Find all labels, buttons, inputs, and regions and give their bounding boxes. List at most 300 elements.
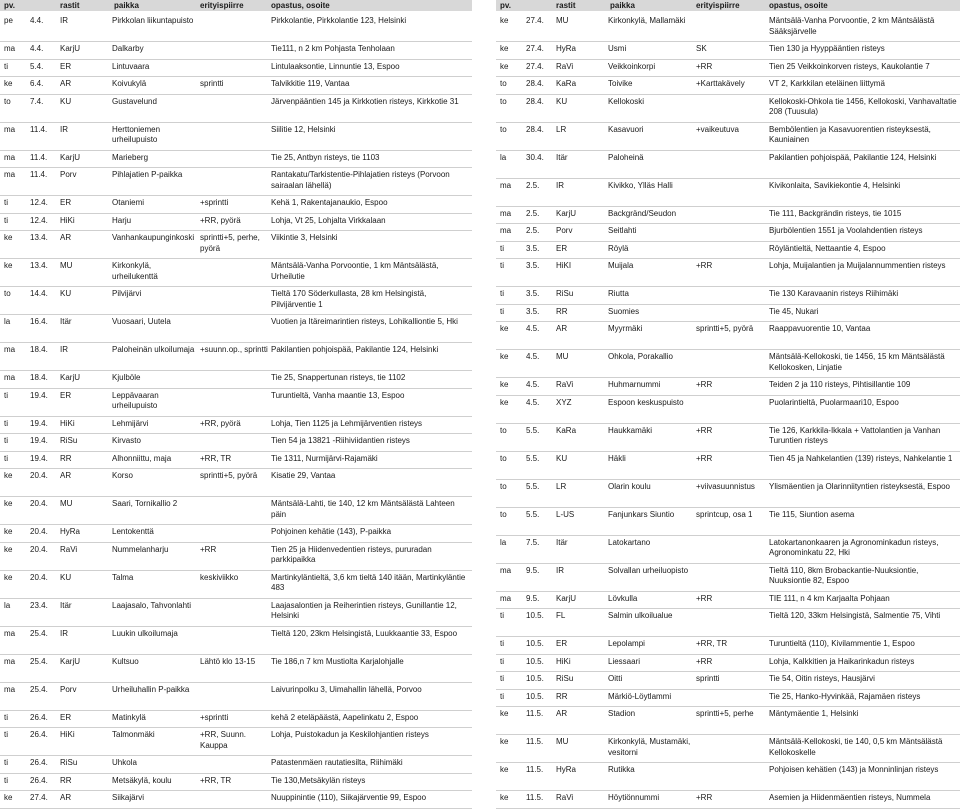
place-name: Siikajärvi bbox=[112, 793, 145, 802]
guide-cell: Lohja, Muijalantien ja Muijalannummentien risteys bbox=[769, 261, 946, 270]
day-cell: pe bbox=[4, 16, 13, 25]
day-cell: ti bbox=[4, 436, 8, 445]
club-cell: HiKI bbox=[556, 261, 572, 270]
guide-cell: Tie 1311, Nurmijärvi-Rajamäki bbox=[271, 453, 378, 463]
place-cell bbox=[556, 793, 694, 804]
place-name: Harju bbox=[112, 215, 132, 225]
guide-cell: Teiden 2 ja 110 risteys, Pihtisillantie 109 bbox=[769, 380, 911, 389]
place-cell bbox=[60, 573, 198, 594]
place-cell bbox=[556, 611, 694, 632]
club-cell: RaVi bbox=[556, 793, 574, 802]
club-cell: RiSu bbox=[556, 289, 574, 298]
place-name: Lintuvaara bbox=[112, 61, 150, 71]
place-name: Metsäkylä, koulu bbox=[112, 775, 172, 785]
table-row bbox=[0, 571, 472, 599]
club-cell: AR bbox=[556, 709, 568, 718]
club-cell: AR bbox=[60, 793, 72, 802]
day-cell: ke bbox=[500, 793, 509, 802]
table-row bbox=[496, 672, 960, 690]
place-cell bbox=[60, 657, 198, 678]
date-cell: 11.5. bbox=[526, 793, 544, 802]
place-cell bbox=[556, 692, 694, 703]
table-row bbox=[496, 242, 960, 260]
club-cell: ER bbox=[60, 198, 72, 207]
table-row bbox=[0, 123, 472, 151]
table-row bbox=[0, 791, 472, 809]
day-cell: ma bbox=[4, 684, 16, 694]
date-cell: 9.5. bbox=[526, 565, 540, 575]
club-cell: LR bbox=[556, 124, 567, 134]
date-cell: 27.4. bbox=[526, 16, 544, 25]
place-name: Vanhankaupunginkoski bbox=[112, 233, 195, 242]
place-name: Pilvijärvi bbox=[112, 289, 142, 298]
day-cell: ke bbox=[500, 352, 509, 361]
feature-cell: +RR, TR bbox=[200, 453, 232, 463]
place-cell bbox=[60, 16, 198, 37]
day-cell: ke bbox=[4, 233, 13, 242]
day-cell: ke bbox=[500, 324, 509, 333]
table-row bbox=[496, 396, 960, 424]
table-row bbox=[0, 60, 472, 78]
date-cell: 7.5. bbox=[526, 537, 540, 547]
club-cell: RaVi bbox=[556, 380, 574, 389]
date-cell: 6.4. bbox=[30, 79, 44, 88]
club-cell: Itär bbox=[556, 152, 568, 162]
col-rastit: rastit bbox=[556, 1, 576, 10]
date-cell: 30.4. bbox=[526, 152, 544, 162]
place-name: Leppävaaran urheilupuisto bbox=[112, 390, 159, 410]
place-cell bbox=[60, 545, 198, 566]
date-cell: 26.4. bbox=[30, 758, 48, 767]
place-name: Seitlahti bbox=[608, 226, 637, 235]
club-cell: MU bbox=[556, 352, 569, 361]
club-cell: HyRa bbox=[556, 765, 577, 774]
guide-cell: Bembölentien ja Kasavuorentien risteyksestä, Kauniainen bbox=[769, 124, 931, 144]
date-cell: 5.5. bbox=[526, 509, 540, 519]
table-row bbox=[0, 543, 472, 571]
place-cell bbox=[556, 226, 694, 237]
feature-cell: +RR bbox=[696, 593, 713, 603]
day-cell: la bbox=[4, 600, 11, 610]
day-cell: ti bbox=[500, 261, 504, 270]
place-name: Gustavelund bbox=[112, 96, 157, 106]
place-cell bbox=[60, 776, 198, 787]
place-cell bbox=[60, 601, 198, 622]
club-cell: RiSu bbox=[60, 436, 78, 445]
guide-cell: Tie 54, Oitin risteys, Hausjärvi bbox=[769, 674, 875, 683]
place-cell bbox=[556, 538, 694, 559]
place-name: Huhmarnummi bbox=[608, 380, 661, 389]
date-cell: 12.4. bbox=[30, 198, 48, 207]
table-row bbox=[0, 371, 472, 389]
club-cell: IR bbox=[60, 345, 68, 354]
club-cell: KarjU bbox=[60, 373, 81, 382]
place-cell bbox=[60, 261, 198, 282]
table-row bbox=[0, 497, 472, 525]
day-cell: ke bbox=[500, 61, 509, 71]
club-cell: RR bbox=[556, 306, 568, 316]
guide-cell: Kehä 1, Rakentajanaukio, Espoo bbox=[271, 198, 388, 207]
day-cell: to bbox=[4, 96, 11, 106]
date-cell: 27.4. bbox=[526, 61, 544, 71]
club-cell: XYZ bbox=[556, 397, 572, 407]
date-cell: 3.5. bbox=[526, 243, 540, 253]
date-cell: 25.4. bbox=[30, 684, 48, 694]
date-cell: 12.4. bbox=[30, 215, 48, 225]
table-row bbox=[0, 343, 472, 371]
table-row bbox=[496, 508, 960, 536]
guide-cell: Pakilantien pohjoispää, Pakilantie 124, Helsinki bbox=[769, 152, 937, 162]
table-row bbox=[0, 756, 472, 774]
place-name: Otaniemi bbox=[112, 198, 145, 207]
guide-cell: Laajasalontien ja Reiherintien risteys, Gunillantie 12, Helsinki bbox=[271, 600, 457, 620]
table-row bbox=[0, 95, 472, 123]
place-name: Muijala bbox=[608, 261, 634, 270]
club-cell: AR bbox=[556, 324, 568, 333]
guide-cell: TIE 111, n 4 km Karjaalta Pohjaan bbox=[769, 593, 890, 603]
day-cell: ke bbox=[4, 261, 13, 270]
table-row bbox=[496, 179, 960, 207]
club-cell: KU bbox=[556, 96, 568, 106]
guide-cell: Siilitie 12, Helsinki bbox=[271, 124, 336, 134]
guide-cell: Mäntsälä-Vanha Porvoontie, 1 km Mäntsälästä, Urheilutie bbox=[271, 261, 439, 281]
place-name: Usmi bbox=[608, 44, 627, 53]
club-cell: IR bbox=[60, 628, 68, 638]
place-name: Marieberg bbox=[112, 152, 149, 162]
col-erityispiirre: erityispiirre bbox=[200, 1, 244, 10]
day-cell: ma bbox=[4, 628, 16, 638]
table-row bbox=[0, 214, 472, 232]
place-cell bbox=[556, 209, 694, 220]
table-row bbox=[496, 322, 960, 350]
feature-cell: +suunn.op., sprintti bbox=[200, 345, 268, 354]
guide-cell: Tien 25 Veikkoinkorven risteys, Kaukolantie 7 bbox=[769, 61, 930, 71]
date-cell: 5.5. bbox=[526, 453, 540, 463]
feature-cell: +viivasuunnistus bbox=[696, 481, 755, 491]
place-name: Pirkkolan liikuntapuisto bbox=[112, 16, 194, 25]
day-cell: ke bbox=[4, 793, 13, 802]
place-name: Korso bbox=[112, 471, 133, 480]
guide-cell: Puolarintieltä, Puolarmaari10, Espoo bbox=[769, 397, 899, 407]
day-cell: to bbox=[500, 509, 507, 519]
date-cell: 13.4. bbox=[30, 261, 48, 270]
club-cell: IR bbox=[60, 124, 68, 134]
col-paikka: paikka bbox=[610, 1, 635, 10]
date-cell: 18.4. bbox=[30, 373, 48, 382]
place-name: Pihlajatien P-paikka bbox=[112, 170, 183, 179]
col-pv: pv. bbox=[500, 1, 511, 10]
table-row bbox=[0, 315, 472, 343]
place-cell bbox=[556, 16, 694, 37]
guide-cell: Tie 186,n 7 km Mustiolta Karjalohjalle bbox=[271, 656, 404, 666]
table-row bbox=[0, 525, 472, 543]
place-cell bbox=[60, 170, 198, 191]
day-cell: ke bbox=[500, 16, 509, 25]
feature-cell: +RR, pyörä bbox=[200, 418, 241, 428]
table-row bbox=[496, 424, 960, 452]
table-row bbox=[0, 627, 472, 655]
guide-cell: Turuntieltä, Vanha maantie 13, Espoo bbox=[271, 390, 405, 400]
guide-cell: Tien 54 ja 13821 -Riihiviidantien risteys bbox=[271, 436, 410, 445]
place-cell bbox=[556, 352, 694, 373]
guide-cell: Tie 130,Metsäkylän risteys bbox=[271, 775, 366, 785]
place-name: Kultsuo bbox=[112, 656, 139, 666]
place-cell bbox=[60, 345, 198, 366]
club-cell: KarjU bbox=[60, 152, 81, 162]
date-cell: 16.4. bbox=[30, 317, 48, 326]
club-cell: RR bbox=[60, 775, 72, 785]
table-row bbox=[0, 151, 472, 169]
place-cell bbox=[556, 289, 694, 300]
place-name: Kivikko, Ylläs Halli bbox=[608, 180, 673, 190]
date-cell: 26.4. bbox=[30, 730, 48, 739]
table-row bbox=[496, 207, 960, 225]
guide-cell: Bjurbölentien 1551 ja Voolahdentien risteys bbox=[769, 226, 923, 235]
place-name: Oitti bbox=[608, 674, 623, 683]
feature-cell: +RR bbox=[696, 453, 713, 463]
guide-cell: Lintulaaksontie, Linnuntie 13, Espoo bbox=[271, 61, 400, 71]
date-cell: 20.4. bbox=[30, 527, 48, 536]
date-cell: 28.4. bbox=[526, 124, 544, 134]
place-cell bbox=[556, 426, 694, 447]
place-cell bbox=[60, 793, 198, 804]
table-row bbox=[496, 791, 960, 809]
table-row bbox=[0, 196, 472, 214]
day-cell: ma bbox=[500, 208, 512, 218]
date-cell: 26.4. bbox=[30, 712, 48, 722]
place-cell bbox=[556, 510, 694, 531]
guide-cell: Tie 45, Nukari bbox=[769, 306, 819, 316]
day-cell: ti bbox=[4, 775, 8, 785]
club-cell: KaRa bbox=[556, 425, 577, 435]
club-cell: LR bbox=[556, 481, 567, 491]
club-cell: Itär bbox=[60, 317, 72, 326]
place-cell bbox=[60, 216, 198, 227]
table-row bbox=[496, 735, 960, 763]
col-rastit: rastit bbox=[60, 1, 80, 10]
day-cell: ke bbox=[4, 471, 13, 480]
day-cell: ke bbox=[500, 380, 509, 389]
day-cell: ti bbox=[500, 243, 504, 253]
date-cell: 19.4. bbox=[30, 453, 48, 463]
club-cell: KaRa bbox=[556, 79, 577, 88]
date-cell: 11.4. bbox=[30, 124, 48, 134]
guide-cell: Kellokoski-Ohkola tie 1456, Kellokoski, Vanhavaltatie 208 (Tuusula) bbox=[769, 96, 957, 116]
table-row bbox=[496, 287, 960, 305]
guide-cell: Lohja, Vt 25, Lohjalta Virkkalaan bbox=[271, 215, 386, 225]
day-cell: ma bbox=[4, 656, 16, 666]
date-cell: 20.4. bbox=[30, 499, 48, 508]
table-row bbox=[0, 42, 472, 60]
club-cell: RiSu bbox=[60, 758, 78, 767]
day-cell: ke bbox=[500, 709, 509, 718]
day-cell: ti bbox=[500, 674, 504, 683]
day-cell: ti bbox=[4, 390, 8, 400]
date-cell: 18.4. bbox=[30, 345, 48, 354]
feature-cell: +RR, TR bbox=[200, 775, 232, 785]
club-cell: HyRa bbox=[556, 44, 577, 53]
day-cell: to bbox=[500, 481, 507, 491]
day-cell: ma bbox=[4, 373, 16, 382]
feature-cell: sprintti+5, pyörä bbox=[696, 324, 754, 333]
guide-cell: Röyläntieltä, Nettaantie 4, Espoo bbox=[769, 243, 886, 253]
place-name: Dalkarby bbox=[112, 44, 144, 53]
day-cell: to bbox=[500, 96, 507, 106]
date-cell: 10.5. bbox=[526, 611, 544, 620]
place-name: Paloheinän ulkoilumaja bbox=[112, 345, 195, 354]
guide-cell: Talvikkitie 119, Vantaa bbox=[271, 79, 350, 88]
place-cell bbox=[60, 436, 198, 447]
guide-cell: Tie 130 Karavaanin risteys Riihimäki bbox=[769, 289, 899, 298]
place-cell bbox=[556, 62, 694, 73]
club-cell: KarjU bbox=[556, 593, 577, 603]
place-cell bbox=[556, 153, 694, 174]
guide-cell: Mäntsälä-Lahti, tie 140, 12 km Mäntsälästä Lahteen päin bbox=[271, 499, 455, 519]
day-cell: ke bbox=[4, 527, 13, 536]
club-cell: HiKi bbox=[60, 730, 75, 739]
feature-cell: +RR, Suunn. Kauppa bbox=[200, 730, 247, 750]
day-cell: ke bbox=[500, 737, 509, 746]
guide-cell: Raappavuorentie 10, Vantaa bbox=[769, 324, 871, 333]
club-cell: AR bbox=[60, 79, 72, 88]
club-cell: KU bbox=[60, 289, 72, 298]
left-table-body bbox=[0, 14, 472, 809]
guide-cell: Tie 25, Antbyn risteys, tie 1103 bbox=[271, 152, 380, 162]
place-name: Kirkonkylä, urheilukenttä bbox=[112, 261, 158, 281]
day-cell: ti bbox=[4, 758, 8, 767]
table-row bbox=[496, 564, 960, 592]
day-cell: ma bbox=[500, 565, 512, 575]
club-cell: KarjU bbox=[60, 656, 81, 666]
place-cell bbox=[556, 244, 694, 255]
club-cell: MU bbox=[556, 16, 569, 25]
guide-cell: Tieltä 120, 33km Helsingistä, Salmentie 75, Vihti bbox=[769, 611, 941, 620]
table-row bbox=[496, 592, 960, 610]
feature-cell: +sprintti bbox=[200, 198, 229, 207]
guide-cell: Tien 130 ja Hyyppääntien risteys bbox=[769, 44, 885, 53]
place-cell bbox=[556, 566, 694, 587]
club-cell: MU bbox=[60, 499, 73, 508]
feature-cell: +RR bbox=[696, 380, 713, 389]
guide-cell: Mäntsälä-Kellokoski, tie 140, 0,5 km Mäntsälästä Kellokoskelle bbox=[769, 737, 943, 757]
right-table-header bbox=[496, 0, 960, 11]
date-cell: 28.4. bbox=[526, 96, 544, 106]
club-cell: RR bbox=[556, 691, 568, 701]
club-cell: HyRa bbox=[60, 527, 81, 536]
day-cell: ma bbox=[500, 180, 512, 190]
table-row bbox=[0, 434, 472, 452]
club-cell: RR bbox=[60, 453, 72, 463]
day-cell: ma bbox=[4, 152, 16, 162]
place-cell bbox=[60, 79, 198, 90]
guide-cell: Rantakatu/Tarkistentie-Pihlajatien risteys (Porvoon sairaalan lähellä) bbox=[271, 170, 450, 190]
day-cell: ti bbox=[4, 215, 8, 225]
date-cell: 14.4. bbox=[30, 289, 48, 298]
place-name: Lövkulla bbox=[608, 593, 638, 603]
guide-cell: Tie 25, Hanko-Hyvinkää, Rajamäen risteys bbox=[769, 691, 921, 701]
date-cell: 3.5. bbox=[526, 289, 540, 298]
feature-cell: +RR bbox=[696, 261, 713, 270]
place-cell bbox=[556, 765, 694, 786]
place-cell bbox=[556, 657, 694, 668]
place-name: Riutta bbox=[608, 289, 629, 298]
guide-cell: Tie 25, Snappertunan risteys, tie 1102 bbox=[271, 373, 406, 382]
place-cell bbox=[556, 639, 694, 650]
day-cell: ti bbox=[4, 61, 8, 71]
date-cell: 28.4. bbox=[526, 79, 544, 88]
club-cell: Itär bbox=[60, 600, 72, 610]
date-cell: 25.4. bbox=[30, 656, 48, 666]
day-cell: to bbox=[500, 453, 507, 463]
guide-cell: Asemien ja Hiidenmäentien risteys, Nummela bbox=[769, 793, 931, 802]
place-cell bbox=[60, 454, 198, 465]
club-cell: AR bbox=[60, 233, 72, 242]
place-name: Espoon keskuspuisto bbox=[608, 397, 684, 407]
table-row bbox=[496, 763, 960, 791]
guide-cell: Laivurinpolku 3, Uimahallin lähellä, Porvoo bbox=[271, 684, 422, 694]
table-row bbox=[0, 469, 472, 497]
place-name: Uhkola bbox=[112, 758, 137, 767]
day-cell: ke bbox=[4, 79, 13, 88]
date-cell: 2.5. bbox=[526, 226, 540, 235]
feature-cell: sprintti bbox=[200, 79, 224, 88]
table-row bbox=[496, 14, 960, 42]
place-cell bbox=[60, 373, 198, 384]
place-name: Fanjunkars Siuntio bbox=[608, 509, 675, 519]
place-cell bbox=[60, 471, 198, 492]
club-cell: KarjU bbox=[556, 208, 577, 218]
club-cell: ER bbox=[60, 712, 72, 722]
day-cell: ma bbox=[4, 44, 16, 53]
date-cell: 2.5. bbox=[526, 208, 540, 218]
table-row bbox=[496, 690, 960, 708]
club-cell: IR bbox=[556, 180, 564, 190]
day-cell: ti bbox=[500, 691, 504, 701]
table-row bbox=[0, 231, 472, 259]
table-row bbox=[0, 711, 472, 729]
day-cell: ti bbox=[500, 656, 504, 666]
guide-cell: Tieltä 110, 8km Brobackantie-Nuuksiontie, Nuuksiontie 82, Espoo bbox=[769, 565, 919, 585]
place-name: Herttoniemen urheilupuisto bbox=[112, 124, 161, 144]
guide-cell: Kivikonlaita, Savikiekontie 4, Helsinki bbox=[769, 180, 901, 190]
date-cell: 26.4. bbox=[30, 775, 48, 785]
place-name: Salmin ulkoilualue bbox=[608, 611, 673, 620]
table-row bbox=[0, 774, 472, 792]
date-cell: 5.4. bbox=[30, 61, 44, 71]
day-cell: to bbox=[4, 289, 11, 298]
place-cell bbox=[556, 181, 694, 202]
club-cell: FL bbox=[556, 611, 566, 620]
place-name: Matinkylä bbox=[112, 712, 146, 722]
place-cell bbox=[60, 713, 198, 724]
place-name: Kjulböle bbox=[112, 373, 141, 382]
club-cell: KU bbox=[60, 572, 72, 582]
date-cell: 20.4. bbox=[30, 471, 48, 480]
club-cell: ER bbox=[60, 390, 72, 400]
day-cell: to bbox=[500, 79, 507, 88]
table-row bbox=[496, 42, 960, 60]
guide-cell: Pirkkolantie, Pirkkolantie 123, Helsinki bbox=[271, 16, 407, 25]
date-cell: 11.4. bbox=[30, 152, 48, 162]
day-cell: ke bbox=[500, 44, 509, 53]
club-cell: AR bbox=[60, 471, 72, 480]
table-row bbox=[496, 707, 960, 735]
place-cell bbox=[60, 153, 198, 164]
table-row bbox=[0, 655, 472, 683]
place-name: Kellokoski bbox=[608, 96, 645, 106]
club-cell: HiKi bbox=[60, 418, 75, 428]
place-cell bbox=[556, 79, 694, 90]
